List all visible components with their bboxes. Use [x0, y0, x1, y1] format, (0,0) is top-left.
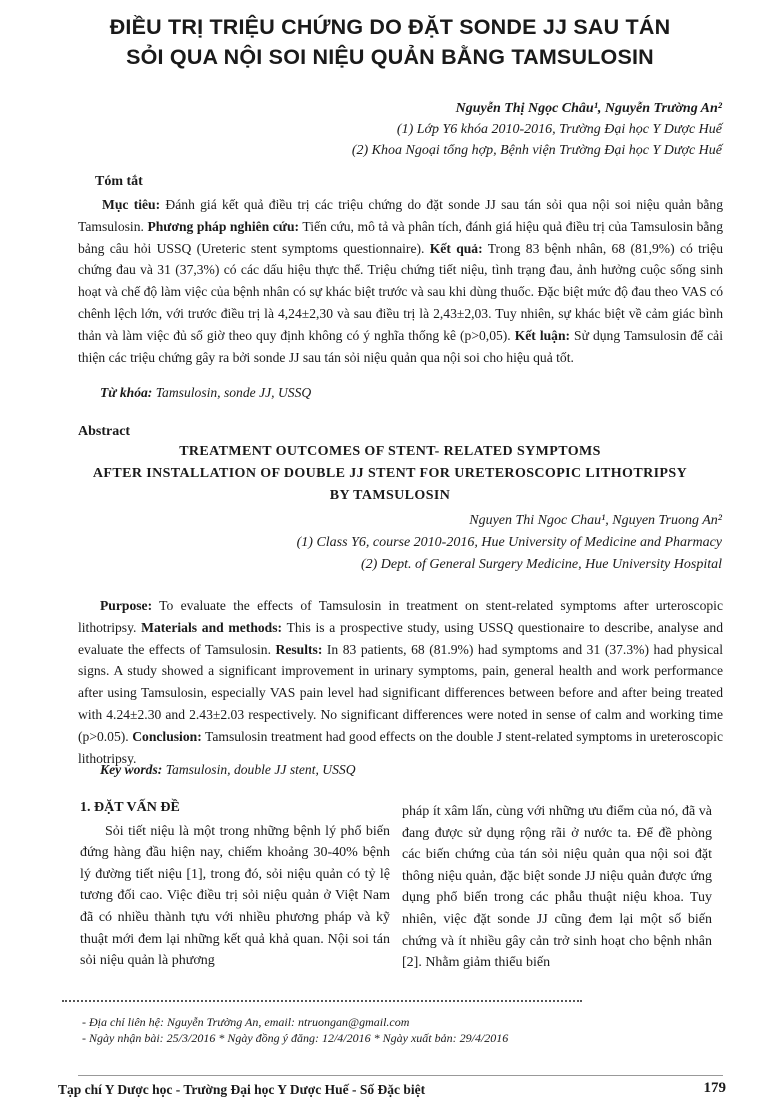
body-paragraph-right: pháp ít xâm lấn, cùng với những ưu điểm của nó, đã và đang được sử dụng rộng rãi ở nước ta. Để đề phòng các biến chứng của tán sỏi niệu quản qua nội soi đặt thông niệu quản, đặc biệt sonde JJ niệu quản được ứng dụng phổ biến trong các phẫu thuật niệu khoa. Tuy nhiên, việc đặt sonde JJ cũng đem lại một số biến chứng và ít nhiều gây cản trở sinh hoạt cho bệnh nhân [2]. Nhằm giảm thiểu biến: [402, 804, 712, 971]
en-keywords-label: Key words:: [100, 762, 163, 777]
keywords-label: Từ khóa:: [100, 385, 153, 400]
materials-label: Materials and methods:: [136, 619, 283, 635]
en-conclusion-text: Tamsulosin treatment had good effects on the double J stent-related symptoms in ureteroscopic lithotripsy.: [78, 728, 723, 766]
results-text: Trong 83 bệnh nhân, 68 (81,9%) có triệu chứng đau và 31 (37,3%) có các dấu hiệu thực thể. Triệu chứng tiết niệu, tình trạng đau, ảnh hưởng cuộc sống sinh hoạt và chế độ làm việc của bệnh nhân có sự khác biệt trước và sau khi dùng thuốc. Đặc biệt mức độ đau theo VAS có chênh lệch lớn, với trước điều trị là 4,24±2,30 và sau điều trị là 2,43±2,03. Tuy nhiên, sự khác biệt về cảm giác bình thản và làm việc đủ số giờ theo quy định không có ý nghĩa thống kê (p>0,05).: [78, 240, 724, 343]
keywords-text: Tamsulosin, sonde JJ, USSQ: [152, 385, 312, 400]
authors-vn: [352, 98, 722, 161]
title-line-1: ĐIỀU TRỊ TRIỆU CHỨNG DO ĐẶT SONDE JJ SAU TÁN: [109, 15, 671, 39]
conclusion-text: Sử dụng Tamsulosin để cải thiện các triệu chứng gây ra bởi sonde JJ sau tán sỏi niệu quản qua nội soi cho hiệu quả tốt.: [78, 327, 723, 365]
author-names: Nguyễn Thị Ngọc Châu¹, Nguyễn Trường An²: [455, 101, 722, 116]
title-line-2: SỎI QUA NỘI SOI NIỆU QUẢN BẰNG TAMSULOSIN: [126, 45, 654, 69]
en-affiliation-2: (2) Dept. of General Surgery Medicine, Hue University Hospital: [360, 557, 722, 572]
footer-divider: [78, 1075, 723, 1076]
affiliation-1: (1) Lớp Y6 khóa 2010-2016, Trường Đại học Y Dược Huế: [396, 122, 722, 137]
summary-heading: Tóm tắt: [95, 174, 143, 189]
en-author-names: Nguyen Thi Ngoc Chau¹, Nguyen Truong An²: [469, 513, 722, 528]
en-title-line-2: AFTER INSTALLATION OF DOUBLE JJ STENT FOR URETEROSCOPIC LITHOTRIPSY: [92, 466, 688, 481]
en-conclusion-label: Conclusion:: [128, 728, 202, 744]
methods-label: Phương pháp nghiên cứu:: [143, 218, 300, 234]
section-heading: 1. ĐẶT VẤN ĐỀ: [80, 800, 180, 815]
body-paragraph-left: Sỏi tiết niệu là một trong những bệnh lý phổ biến đứng hàng đầu hiện nay, chiếm khoảng 30-40% bệnh lý đường tiết niệu [1], trong đó, sỏi niệu quản có tỷ lệ tương đối cao. Việc điều trị sỏi niệu quản ở Việt Nam đã có nhiều thành tựu với nhiều phương pháp và kỹ thuật mới đem lại những kết quả khả quan. Nội soi tán sỏi niệu quản là phương: [80, 823, 390, 969]
authors-en: [297, 510, 722, 576]
article-title-en: [40, 441, 740, 507]
en-title-line-1: TREATMENT OUTCOMES OF STENT- RELATED SYMPTOMS: [179, 444, 601, 459]
aim-text: Đánh giá kết quả điều trị các triệu chứng do đặt sonde JJ sau tán sỏi qua nội soi niệu quản bằng Tamsulosin.: [78, 197, 724, 234]
results-label: Kết quả:: [424, 240, 483, 256]
footnote-dates: - Ngày nhận bài: 25/3/2016 * Ngày đồng ý đăng: 12/4/2016 * Ngày xuất bản: 29/4/2016: [82, 1031, 509, 1045]
en-results-label: Results:: [270, 641, 323, 657]
en-results-text: In 83 patients, 68 (81.9%) had symptoms and 31 (37.3%) had physical signs. A study showed a significant improvement in urinary symptoms, pain, general health and work performance after using Tamsulosin, especially VAS pain level had significant differences between before and after being treated with 4.24±2.30 and 2.43±2.03 respectively. No significant differences were noted in sense of calm and working time (p>0.05).: [78, 641, 723, 744]
journal-footer: Tạp chí Y Dược học - Trường Đại học Y Dược Huế - Số Đặc biệt: [58, 1082, 426, 1097]
conclusion-label: Kết luận:: [510, 327, 571, 343]
affiliation-2: (2) Khoa Ngoại tổng hợp, Bệnh viện Trường Đại học Y Dược Huế: [351, 143, 722, 158]
body-column-left: [80, 797, 390, 972]
abstract-en: [78, 595, 723, 769]
purpose-text: To evaluate the effects of Tamsulosin in treatment on stent-related symptoms after urteroscopic lithotripsy.: [78, 598, 723, 635]
article-title-vn: [40, 12, 740, 72]
footnote-contact: - Địa chỉ liên hệ: Nguyễn Trường An, email: ntruongan@gmail.com: [82, 1015, 410, 1029]
en-keywords-text: Tamsulosin, double JJ stent, USSQ: [162, 762, 356, 777]
abstract-heading: Abstract: [78, 424, 131, 439]
summary-vn: [78, 194, 723, 368]
correspondence-footnote: [62, 1000, 582, 1058]
aim-label: Mục tiêu:: [102, 197, 161, 212]
body-column-right: [402, 801, 712, 974]
en-affiliation-1: (1) Class Y6, course 2010-2016, Hue University of Medicine and Pharmacy: [296, 535, 722, 550]
keywords-en: [100, 762, 356, 778]
en-title-line-3: BY TAMSULOSIN: [329, 488, 451, 503]
keywords-vn: [100, 385, 311, 401]
purpose-label: Purpose:: [100, 598, 153, 613]
page-number: 179: [703, 1080, 726, 1096]
materials-text: This is a prospective study, using USSQ questionaire to describe, analyse and evaluate the effects of Tamsulosin.: [78, 619, 724, 657]
methods-text: Tiến cứu, mô tả và phân tích, đánh giá hiệu quả điều trị của Tamsulosin bằng bảng câu hỏi USSQ (Ureteric stent symptoms questionnaire).: [78, 218, 724, 256]
